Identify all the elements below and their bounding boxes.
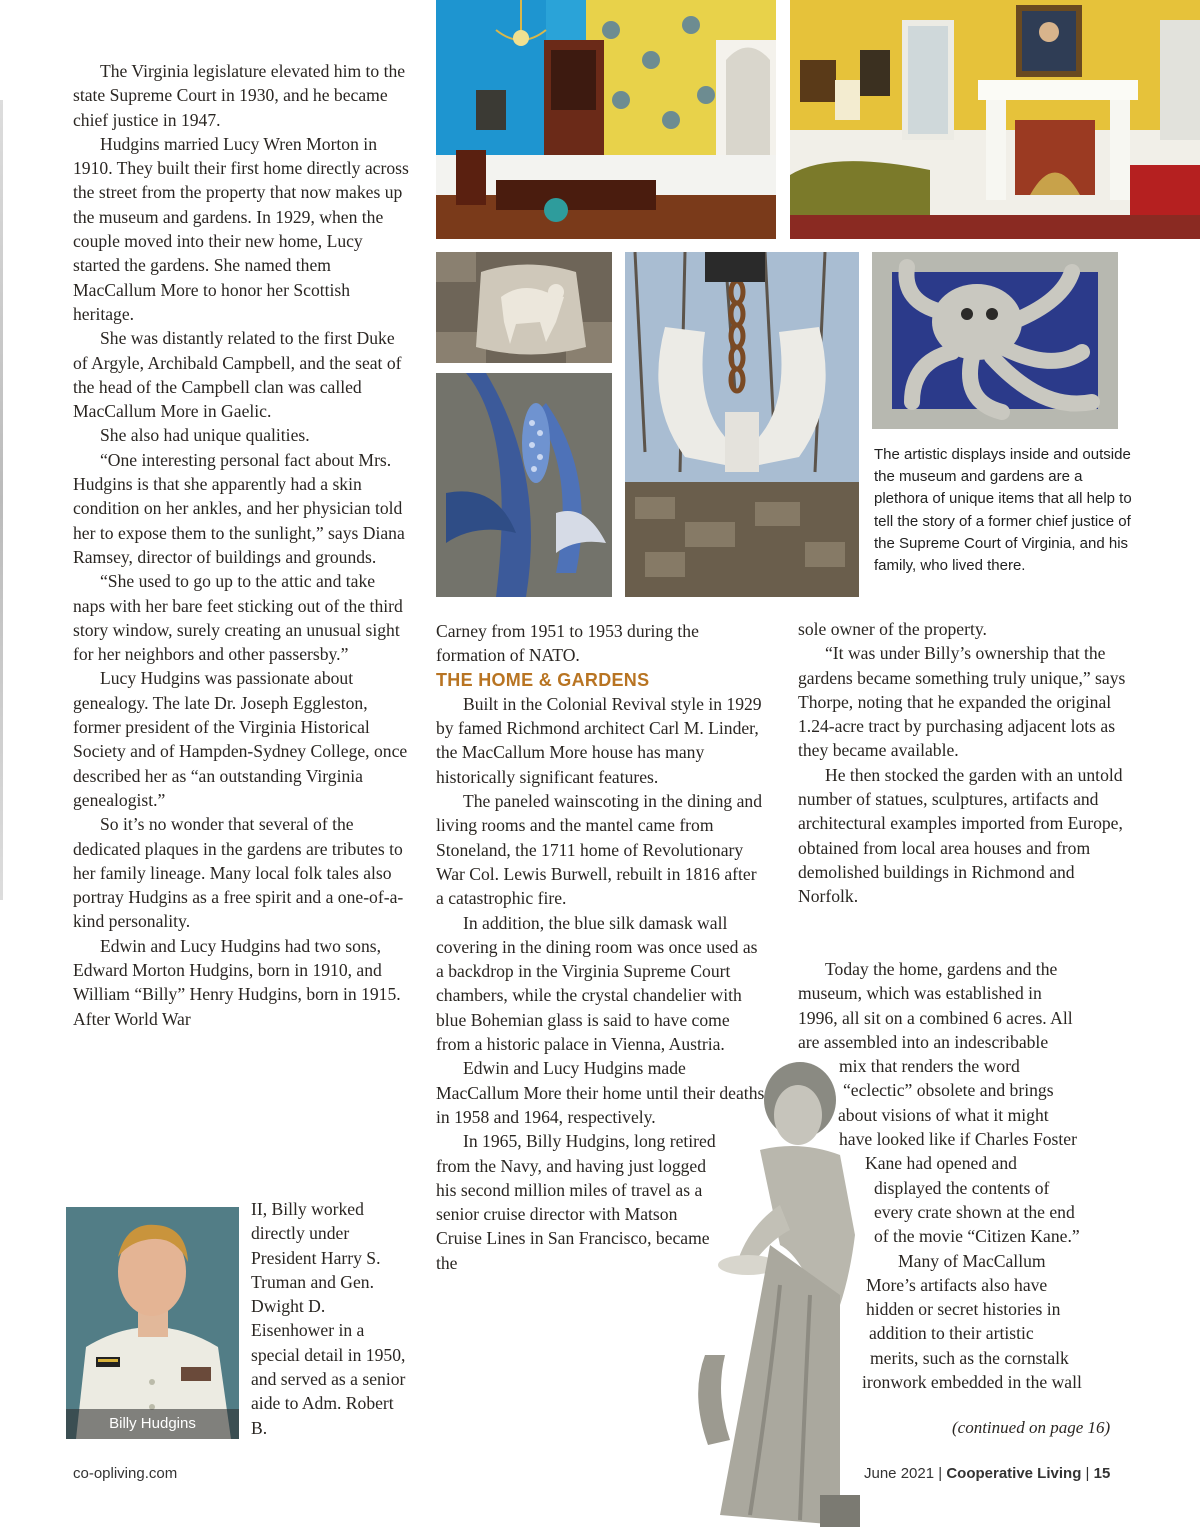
paragraph: Lucy Hudgins was passionate about genealogy. The late Dr. Joseph Eggleston, former president of the Virginia Historical Society and of Hampden-Sydney College, once described her as “an outstanding Virginia genealogist.” bbox=[73, 668, 408, 810]
text-line: Many of MacCallum bbox=[898, 1250, 1046, 1271]
paragraph: She also had unique qualities. bbox=[100, 425, 310, 446]
text-line: are assembled into an indescribable bbox=[798, 1031, 1049, 1052]
billy-hudgins-portrait bbox=[66, 1207, 239, 1439]
paragraph: Hudgins married Lucy Wren Morton in 1910. They built their first home directly across the street from the property that now makes up the museum and gardens. In 1929, when the couple moved into their new home, Lucy started the gardens. She named them MacCallum More to honor her Scottish heritage. bbox=[73, 133, 409, 324]
dining-room-photo bbox=[436, 0, 776, 239]
text-line: 1996, all sit on a combined 6 acres. All bbox=[798, 1007, 1073, 1028]
text-line: of the movie “Citizen Kane.” bbox=[874, 1226, 1080, 1247]
page-binding-edge bbox=[0, 100, 3, 900]
living-room-photo bbox=[790, 0, 1200, 239]
paragraph: “She used to go up to the attic and take naps with her bare feet sticking out of the third story window, surely creating an unusual sight for her neighbors and other passersby.” bbox=[73, 571, 403, 665]
horse-relief-photo bbox=[436, 252, 612, 363]
text-line: hidden or secret histories in bbox=[866, 1299, 1061, 1320]
text-line: merits, such as the cornstalk bbox=[870, 1347, 1069, 1368]
text-line: museum, which was established in bbox=[798, 983, 1042, 1004]
section-heading: THE HOME & GARDENS bbox=[436, 669, 650, 690]
text-line: Today the home, gardens and the bbox=[825, 959, 1058, 979]
anchor-sculpture-photo bbox=[625, 252, 859, 597]
photo-caption: The artistic displays inside and outside the museum and gardens are a plethora of unique items that all help to tell the story of a former chief justice of the Supreme Court of Virginia, and his family, who lived there. bbox=[874, 446, 1132, 575]
continued-note: (continued on page 16) bbox=[952, 1418, 1111, 1437]
column-2 bbox=[436, 619, 766, 1275]
paragraph: He then stocked the garden with an untold number of statues, sculptures, artifacts and architectural examples imported from Europe, obtained from local area houses and from demolished buildings in Richmond and Norfolk. bbox=[798, 764, 1123, 907]
paragraph: She was distantly related to the first Duke of Argyle, Archibald Campbell, and the seat of the head of the Campbell clan was called MacCallum More in Gaelic. bbox=[73, 328, 402, 422]
footer-folio bbox=[864, 1465, 1110, 1482]
paragraph: So it’s no wonder that several of the dedicated plaques in the gardens are tributes to her family lineage. Many local folk tales also portray Hudgins as a free spirit and a one-of-a-kind personality. bbox=[73, 814, 404, 932]
paragraph: sole owner of the property. bbox=[798, 619, 987, 639]
column-3 bbox=[798, 617, 1128, 909]
paragraph: Built in the Colonial Revival style in 1929 by famed Richmond architect Carl M. Linder, the MacCallum More house has many historically significant features. bbox=[436, 693, 762, 787]
text-line: addition to their artistic bbox=[869, 1323, 1034, 1344]
paragraph: Edwin and Lucy Hudgins made MacCallum More their home until their deaths in 1958 and 1964, respectively. bbox=[436, 1058, 765, 1127]
paragraph: “It was under Billy’s ownership that the gardens became something truly unique,” says Thorpe, noting that he expanded the original 1.24-acre tract by purchasing adjacent lots as they became available. bbox=[798, 643, 1126, 761]
text-line: mix that renders the word bbox=[839, 1056, 1020, 1077]
octopus-relief-photo bbox=[872, 252, 1118, 429]
paragraph: In 1965, Billy Hudgins, long retired from the Navy, and having just logged his second million miles of travel as a senior cruise director with Matson Cruise Lines in San Francisco, became the bbox=[436, 1131, 716, 1273]
paragraph: The paneled wainscoting in the dining and living rooms and the mantel came from Stoneland, the 1711 home of Revolutionary War Col. Lewis Burwell, rebuilt in 1816 after a catastrophic fire. bbox=[436, 791, 763, 909]
footer-website: co-opliving.com bbox=[73, 1465, 178, 1482]
paragraph: The Virginia legislature elevated him to the state Supreme Court in 1930, and he became chief justice in 1947. bbox=[73, 61, 406, 130]
text-line: have looked like if Charles Foster bbox=[839, 1129, 1077, 1150]
footer-separator: | bbox=[1085, 1465, 1090, 1482]
paragraph: In addition, the blue silk damask wall covering in the dining room was once used as a backdrop in the Virginia Supreme Court chambers, while the crystal chandelier with blue Bohemian glass is said to have come from a historic palace in Vienna, Austria. bbox=[436, 912, 758, 1055]
column-3-today-block bbox=[798, 957, 1138, 1394]
paragraph: Edwin and Lucy Hudgins had two sons, Edward Morton Hudgins, born in 1910, and William “Billy” Henry Hudgins, born in 1915. After World War bbox=[73, 935, 401, 1029]
text-line: “eclectic” obsolete and brings bbox=[843, 1080, 1054, 1101]
text-line: ironwork embedded in the wall bbox=[862, 1372, 1082, 1393]
text-line: Kane had opened and bbox=[865, 1153, 1017, 1174]
footer-magazine: Cooperative Living bbox=[946, 1465, 1082, 1482]
text-line: displayed the contents of bbox=[874, 1177, 1050, 1198]
column-1-wrap-text bbox=[251, 1197, 407, 1440]
text-line: every crate shown at the end bbox=[874, 1201, 1075, 1222]
text-line: about visions of what it might bbox=[838, 1104, 1049, 1125]
column-1 bbox=[73, 59, 411, 1031]
billy-hudgins-caption: Billy Hudgins bbox=[66, 1409, 239, 1439]
paragraph: Carney from 1951 to 1953 during the formation of NATO. bbox=[436, 621, 699, 666]
paragraph: II, Billy worked directly under President Harry S. Truman and Gen. Dwight D. Eisenhower in a special detail in 1950, and served as a senior aide to Adm. Robert B. bbox=[251, 1199, 406, 1438]
cornstalk-ironwork-photo bbox=[436, 373, 612, 597]
text-line: More’s artifacts also have bbox=[866, 1274, 1048, 1295]
footer-date: June 2021 bbox=[864, 1465, 935, 1482]
footer-page-number: 15 bbox=[1093, 1465, 1111, 1482]
paragraph: “One interesting personal fact about Mrs. Hudgins is that she apparently had a skin condition on her ankles, and her physician told her to expose them to the sunlight,” says Diana Ramsey, director of buildings and grounds. bbox=[73, 449, 405, 567]
footer-separator: | bbox=[938, 1465, 943, 1482]
